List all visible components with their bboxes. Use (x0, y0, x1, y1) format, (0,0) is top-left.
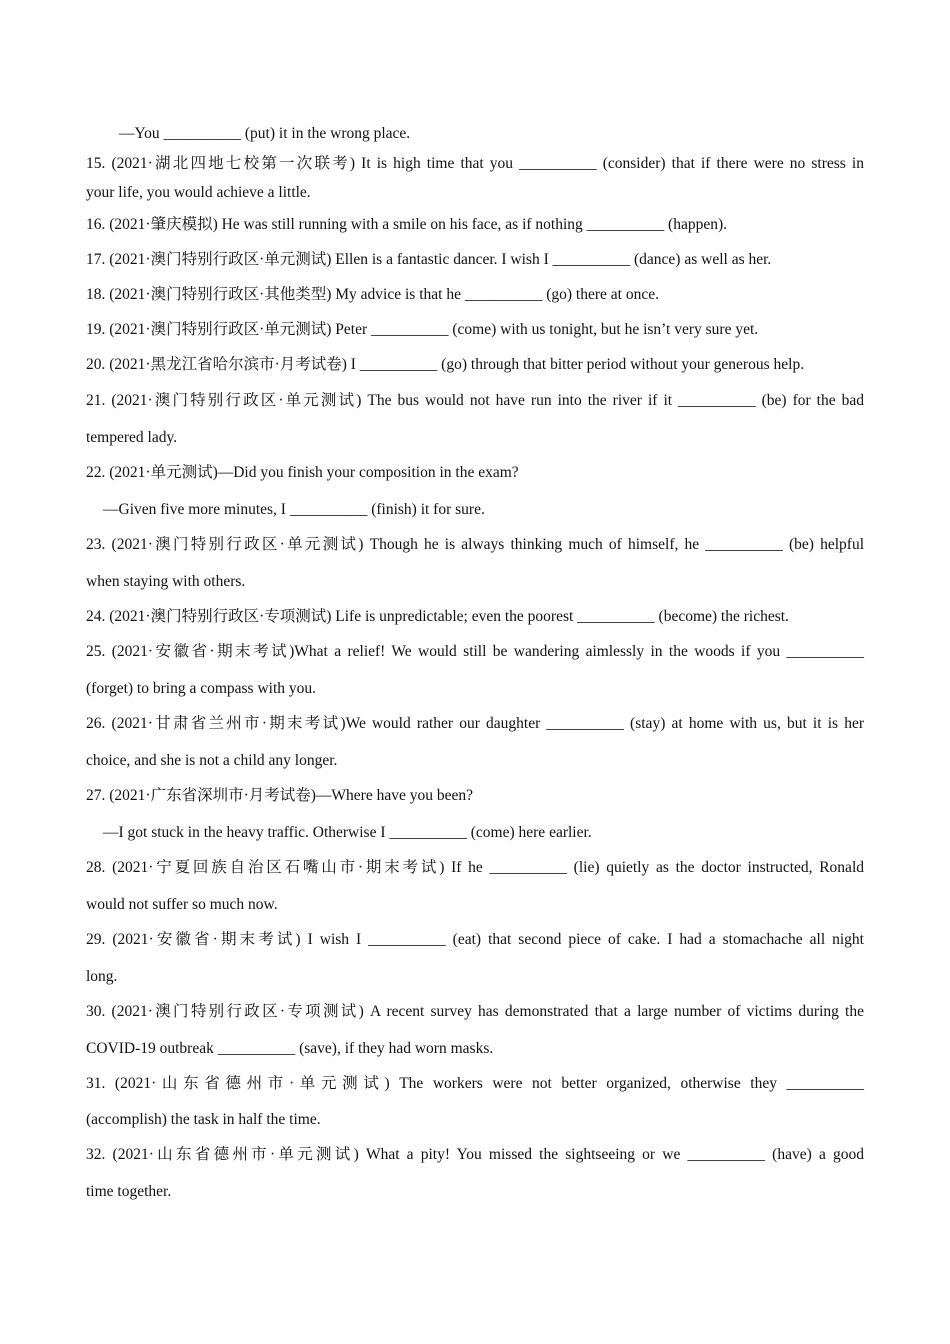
question-27-answer: —I got stuck in the heavy traffic. Otherwise I __________ (come) here earlier. (103, 824, 592, 841)
question-24: 24. (2021·澳门特别行政区·专项测试) Life is unpredictable; even the poorest __________ (become) the richest. (86, 608, 789, 625)
question-31: 31. (2021·山东省德州市·单元测试) The workers were not better organized, otherwise they __________ (86, 1075, 864, 1092)
question-19: 19. (2021·澳门特别行政区·单元测试) Peter __________ (come) with us tonight, but he isn’t very sure yet. (86, 321, 759, 338)
question-30: 30. (2021·澳门特别行政区·专项测试) A recent survey has demonstrated that a large number of victims during the (86, 1003, 864, 1020)
question-22-answer: —Given five more minutes, I __________ (finish) it for sure. (103, 501, 485, 518)
question-29-cont: long. (86, 968, 118, 985)
question-21-cont: tempered lady. (86, 429, 178, 446)
question-15: 15. (2021·湖北四地七校第一次联考) It is high time that you __________ (consider) that if there were no stress in (86, 155, 864, 172)
question-32: 32. (2021·山东省德州市·单元测试) What a pity! You missed the sightseeing or we __________ (have) a good (86, 1146, 864, 1163)
answer-line: —You __________ (put) it in the wrong place. (119, 125, 411, 142)
question-25-cont: (forget) to bring a compass with you. (86, 680, 317, 697)
question-26: 26. (2021·甘肃省兰州市·期末考试)We would rather our daughter __________ (stay) at home with us, but it is her (86, 715, 864, 732)
question-16: 16. (2021·肇庆模拟) He was still running with a smile on his face, as if nothing __________ (happen). (86, 216, 727, 233)
question-31-cont: (accomplish) the task in half the time. (86, 1111, 321, 1128)
question-25: 25. (2021·安徽省·期末考试)What a relief! We would still be wandering aimlessly in the woods if you __________ (86, 643, 864, 660)
question-26-cont: choice, and she is not a child any longer. (86, 752, 338, 769)
question-30-cont: COVID-19 outbreak __________ (save), if they had worn masks. (86, 1040, 494, 1057)
question-27: 27. (2021·广东省深圳市·月考试卷)—Where have you been? (86, 787, 473, 804)
question-21: 21. (2021·澳门特别行政区·单元测试) The bus would not have run into the river if it __________ (be) for the bad (86, 392, 864, 409)
question-23-cont: when staying with others. (86, 573, 246, 590)
question-28: 28. (2021·宁夏回族自治区石嘴山市·期末考试) If he __________ (lie) quietly as the doctor instructed, Ronald (86, 859, 864, 876)
question-20: 20. (2021·黑龙江省哈尔滨市·月考试卷) I __________ (go) through that bitter period without your generous help. (86, 356, 805, 373)
question-17: 17. (2021·澳门特别行政区·单元测试) Ellen is a fantastic dancer. I wish I __________ (dance) as well as her. (86, 251, 772, 268)
question-23: 23. (2021·澳门特别行政区·单元测试) Though he is always thinking much of himself, he __________ (be) helpful (86, 536, 864, 553)
question-22: 22. (2021·单元测试)—Did you finish your composition in the exam? (86, 464, 519, 481)
question-28-cont: would not suffer so much now. (86, 896, 278, 913)
question-15-cont: your life, you would achieve a little. (86, 184, 311, 201)
question-32-cont: time together. (86, 1183, 172, 1200)
question-29: 29. (2021·安徽省·期末考试) I wish I __________ (eat) that second piece of cake. I had a stomachache all night (86, 931, 864, 948)
question-18: 18. (2021·澳门特别行政区·其他类型) My advice is that he __________ (go) there at once. (86, 286, 659, 303)
